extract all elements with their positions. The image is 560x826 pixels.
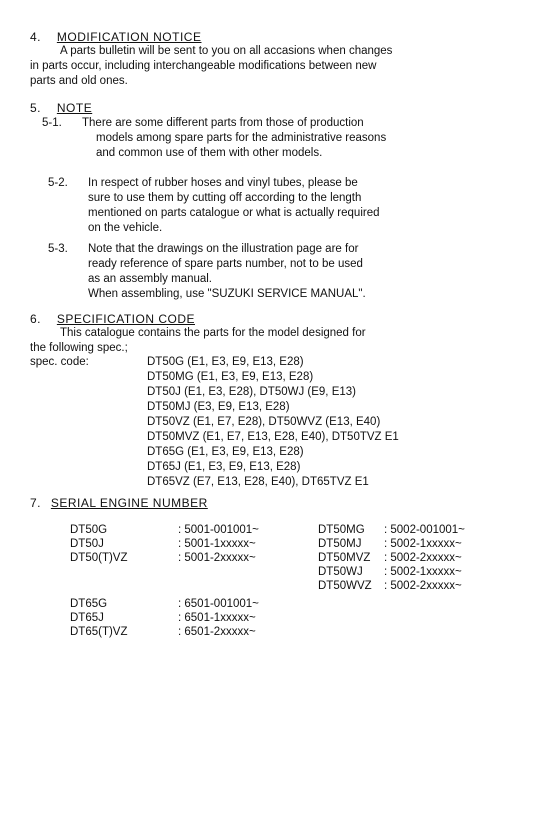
text-line: parts and old ones. <box>30 75 128 87</box>
section-5-number: 5. <box>30 101 42 115</box>
serial-number: : 5002-2xxxxx~ <box>384 552 462 564</box>
note-number: 5-3. <box>48 243 68 255</box>
text-line: on the vehicle. <box>88 222 163 234</box>
serial-model: DT50WVZ <box>318 580 372 592</box>
section-7-number: 7. <box>30 496 42 510</box>
serial-number: : 6501-001001~ <box>178 598 259 610</box>
serial-number: : 5002-1xxxxx~ <box>384 538 462 550</box>
serial-row <box>70 537 259 551</box>
spec-code: DT65J (E1, E3, E9, E13, E28) <box>147 461 301 473</box>
serial-model: DT65G <box>70 598 108 610</box>
serial-number: : 5001-1xxxxx~ <box>178 538 256 550</box>
text-line: in parts occur, including interchangeable modifications between new <box>30 60 377 72</box>
note-5-1 <box>42 116 386 161</box>
serial-row <box>70 625 259 639</box>
spec-code: DT50MVZ (E1, E7, E13, E28, E40), DT50TVZ E1 <box>147 431 399 443</box>
serial-model: DT50WJ <box>318 566 363 578</box>
text-line: Note that the drawings on the illustration page are for <box>88 243 359 255</box>
serial-row <box>70 523 259 537</box>
text-line: This catalogue contains the parts for the model designed for <box>60 327 366 339</box>
section-6-title: SPECIFICATION CODE <box>56 312 195 326</box>
section-5-heading <box>30 101 92 116</box>
serial-model: DT65(T)VZ <box>70 626 128 638</box>
spec-code-list <box>30 355 399 490</box>
spec-code: DT65VZ (E7, E13, E28, E40), DT65TVZ E1 <box>147 476 369 488</box>
serial-model: DT65J <box>70 612 104 624</box>
serial-number: : 5001-001001~ <box>178 524 259 536</box>
note-5-3 <box>48 242 366 302</box>
spec-code: DT65G (E1, E3, E9, E13, E28) <box>147 446 304 458</box>
section-4-body <box>30 44 392 89</box>
spec-code: DT50MG (E1, E3, E9, E13, E28) <box>147 371 314 383</box>
spec-code: DT50J (E1, E3, E28), DT50WJ (E9, E13) <box>147 386 356 398</box>
serial-model: DT50MVZ <box>318 552 371 564</box>
section-4-title: MODIFICATION NOTICE <box>56 30 202 44</box>
serial-model: DT50(T)VZ <box>70 552 128 564</box>
serial-table-right <box>318 523 465 593</box>
spec-code: DT50VZ (E1, E7, E28), DT50WVZ (E13, E40) <box>147 416 381 428</box>
serial-row <box>70 597 259 611</box>
serial-number: : 5002-001001~ <box>384 524 465 536</box>
serial-number: : 5002-1xxxxx~ <box>384 566 462 578</box>
note-number: 5-1. <box>42 117 62 129</box>
serial-row <box>318 523 465 537</box>
serial-row <box>70 611 259 625</box>
text-line: as an assembly manual. <box>88 273 213 285</box>
serial-table-left-b <box>70 597 259 639</box>
text-line: A parts bulletin will be sent to you on all accasions when changes <box>60 45 393 57</box>
serial-number: : 6501-1xxxxx~ <box>178 612 256 624</box>
text-line: When assembling, use "SUZUKI SERVICE MANUAL". <box>88 288 366 300</box>
text-line: and common use of them with other models. <box>96 147 323 159</box>
serial-row <box>318 537 465 551</box>
serial-number: : 6501-2xxxxx~ <box>178 626 256 638</box>
serial-number: : 5002-2xxxxx~ <box>384 580 462 592</box>
text-line: ready reference of spare parts number, not to be used <box>88 258 363 270</box>
serial-row <box>318 551 465 565</box>
serial-model: DT50MJ <box>318 538 362 550</box>
serial-number: : 5001-2xxxxx~ <box>178 552 256 564</box>
section-6-heading <box>30 312 195 327</box>
note-number: 5-2. <box>48 177 68 189</box>
text-line: the following spec.; <box>30 342 128 354</box>
serial-row <box>318 565 465 579</box>
serial-table-left-a <box>70 523 259 565</box>
spec-code-label: spec. code: <box>30 356 89 368</box>
section-4-heading <box>30 30 201 45</box>
serial-model: DT50J <box>70 538 104 550</box>
section-6-number: 6. <box>30 312 42 326</box>
serial-model: DT50G <box>70 524 108 536</box>
section-6-body <box>30 326 366 356</box>
text-line: In respect of rubber hoses and vinyl tubes, please be <box>88 177 358 189</box>
text-line: models among spare parts for the administrative reasons <box>96 132 387 144</box>
serial-row <box>70 551 259 565</box>
spec-code: DT50MJ (E3, E9, E13, E28) <box>147 401 290 413</box>
section-5-title: NOTE <box>56 101 93 115</box>
text-line: There are some different parts from those of production <box>82 117 364 129</box>
spec-code: DT50G (E1, E3, E9, E13, E28) <box>147 356 304 368</box>
note-5-2 <box>48 176 380 236</box>
serial-model: DT50MG <box>318 524 365 536</box>
section-7-title: SERIAL ENGINE NUMBER <box>50 496 208 510</box>
text-line: mentioned on parts catalogue or what is actually required <box>88 207 380 219</box>
section-4-number: 4. <box>30 30 42 44</box>
serial-row <box>318 579 465 593</box>
section-7-heading <box>30 496 208 511</box>
text-line: sure to use them by cutting off according to the length <box>88 192 362 204</box>
